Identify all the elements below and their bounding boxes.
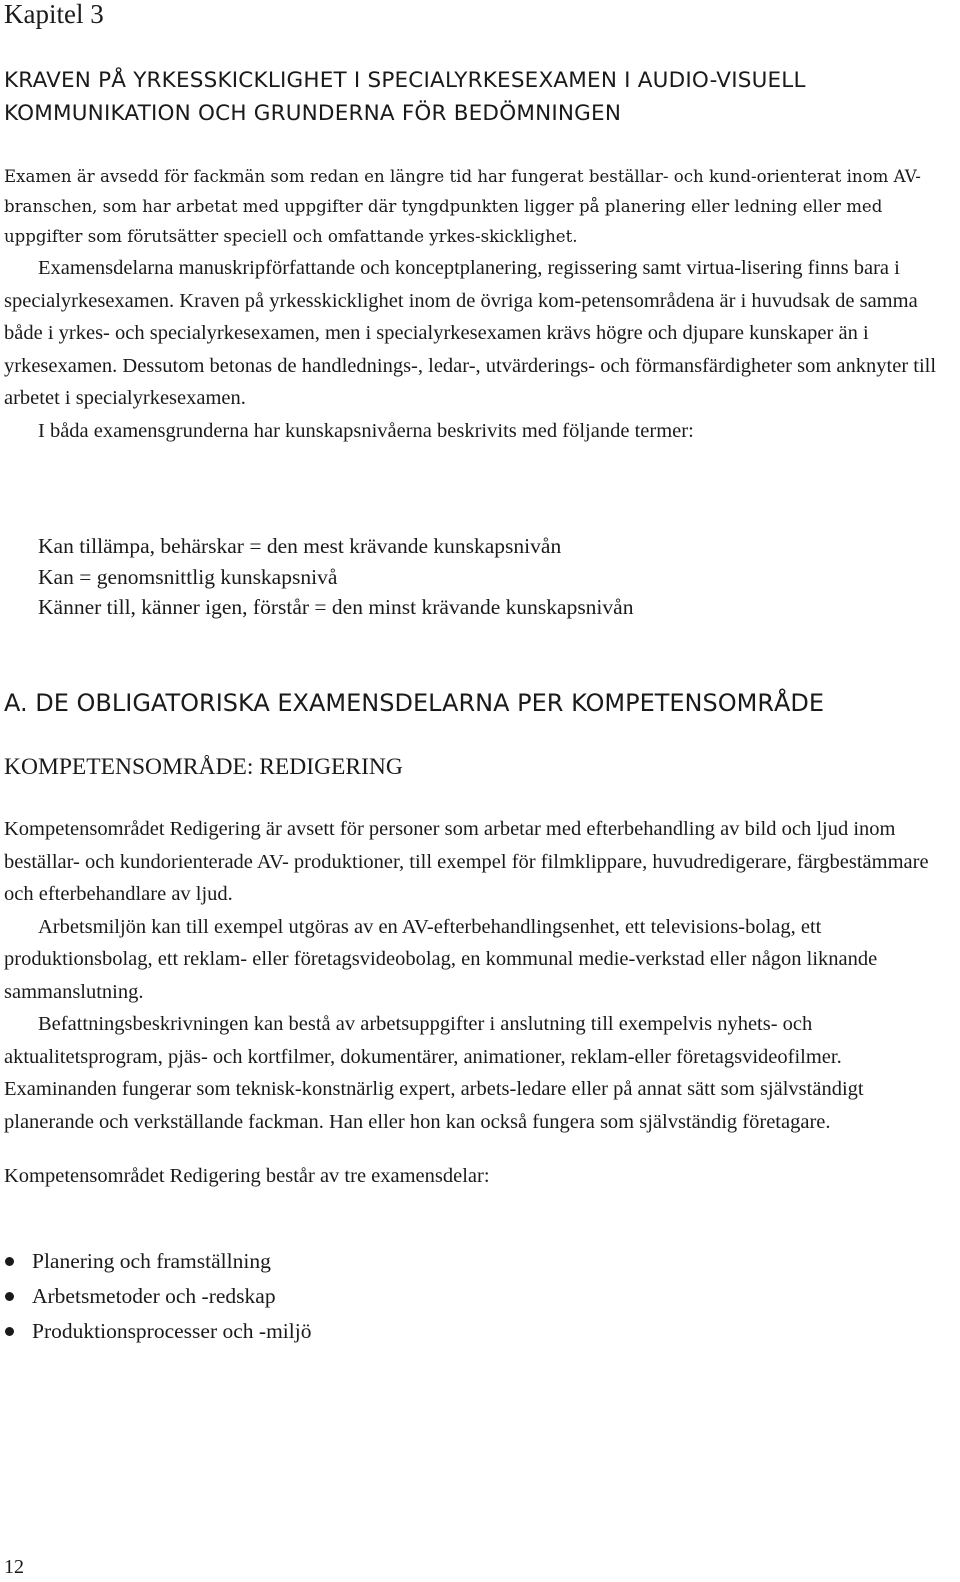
chapter-label: Kapitel 3	[4, 0, 104, 29]
page-number: 12	[4, 1556, 24, 1578]
bullet-icon	[5, 1292, 14, 1301]
knowledge-level-terms	[38, 531, 633, 623]
term-item: Kan = genomsnittlig kunskapsnivå	[38, 564, 338, 589]
body-section	[4, 813, 944, 1193]
main-heading: KRAVEN PÅ YRKESSKICKLIGHET I SPECIALYRKESEXAMEN I AUDIO-VISUELL KOMMUNIKATION OCH GRUNDERNA FÖR BEDÖMNINGEN	[4, 68, 806, 126]
section-heading: A. DE OBLIGATORISKA EXAMENSDELARNA PER KOMPETENSOMRÅDE	[4, 689, 825, 717]
intro-section	[4, 162, 944, 447]
bullet-icon	[5, 1327, 14, 1336]
body-paragraph-4: Kompetensområdet Redigering består av tre examensdelar:	[4, 1165, 490, 1187]
term-item: Kan tillämpa, behärskar = den mest krävande kunskapsnivån	[38, 534, 562, 558]
bullet-icon	[5, 1257, 14, 1266]
intro-paragraph-2: Examensdelarna manuskripförfattande och konceptplanering, regissering samt virtua-lisering finns bara i specialyrkesexamen. Kraven på yrkesskicklighet inom de övriga kom-petensområdena är i huvudsak de samma både i yrkes- och specialyrkesexamen, men i specialyrkesexamen krävs högre och djupare kunskaper än i yrkesexamen. Dessutom betonas de handlednings-, ledar-, utvärderings- och förmansfärdigheter som anknyter till arbetet i specialyrkesexamen.	[4, 257, 937, 409]
list-item-label: Produktionsprocesser och -miljö	[32, 1319, 312, 1343]
list-item	[0, 1279, 311, 1314]
term-item: Känner till, känner igen, förstår = den minst krävande kunskapsnivån	[38, 595, 634, 619]
list-item	[0, 1244, 311, 1279]
intro-paragraph-3: I båda examensgrunderna har kunskapsnivåerna beskrivits med följande termer:	[38, 419, 694, 442]
exam-parts-list	[0, 1244, 311, 1349]
body-paragraph-1: Kompetensområdet Redigering är avsett för personer som arbetar med efterbehandling av bild och ljud inom beställar- och kundorienterade AV- produktioner, till exempel för filmklippare, huvudredigerare, färgbestämmare och efterbehandlare av ljud.	[4, 818, 929, 905]
body-paragraph-3: Befattningsbeskrivningen kan bestå av arbetsuppgifter i anslutning till exempelvis nyhets- och aktualitetsprogram, pjäs- och kortfilmer, dokumentärer, animationer, reklam-eller företagsvideofilmer. Examinanden fungerar som teknisk-konstnärlig expert, arbets-ledare eller på annat sätt som självständigt planerande och verkställande fackman. Han eller hon kan också fungera som självständig företagare.	[4, 1013, 864, 1133]
list-item	[0, 1314, 311, 1349]
intro-paragraph-1: Examen är avsedd för fackmän som redan en längre tid har fungerat beställar- och kund-orienterat inom AV-branschen, som har arbetat med uppgifter där tyngdpunkten ligger på planering eller ledning eller med uppgifter som förutsätter speciell och omfattande yrkes-skicklighet.	[4, 167, 921, 246]
list-item-label: Arbetsmetoder och -redskap	[32, 1284, 276, 1308]
body-paragraph-2: Arbetsmiljön kan till exempel utgöras av en AV-efterbehandlingsenhet, ett televisions-bolag, ett produktionsbolag, ett reklam- eller företagsvideobolag, en kommunal medie-verkstad eller någon liknande sammanslutning.	[4, 915, 878, 1003]
list-item-label: Planering och framställning	[32, 1249, 271, 1273]
subsection-heading: KOMPETENSOMRÅDE: REDIGERING	[4, 754, 403, 780]
